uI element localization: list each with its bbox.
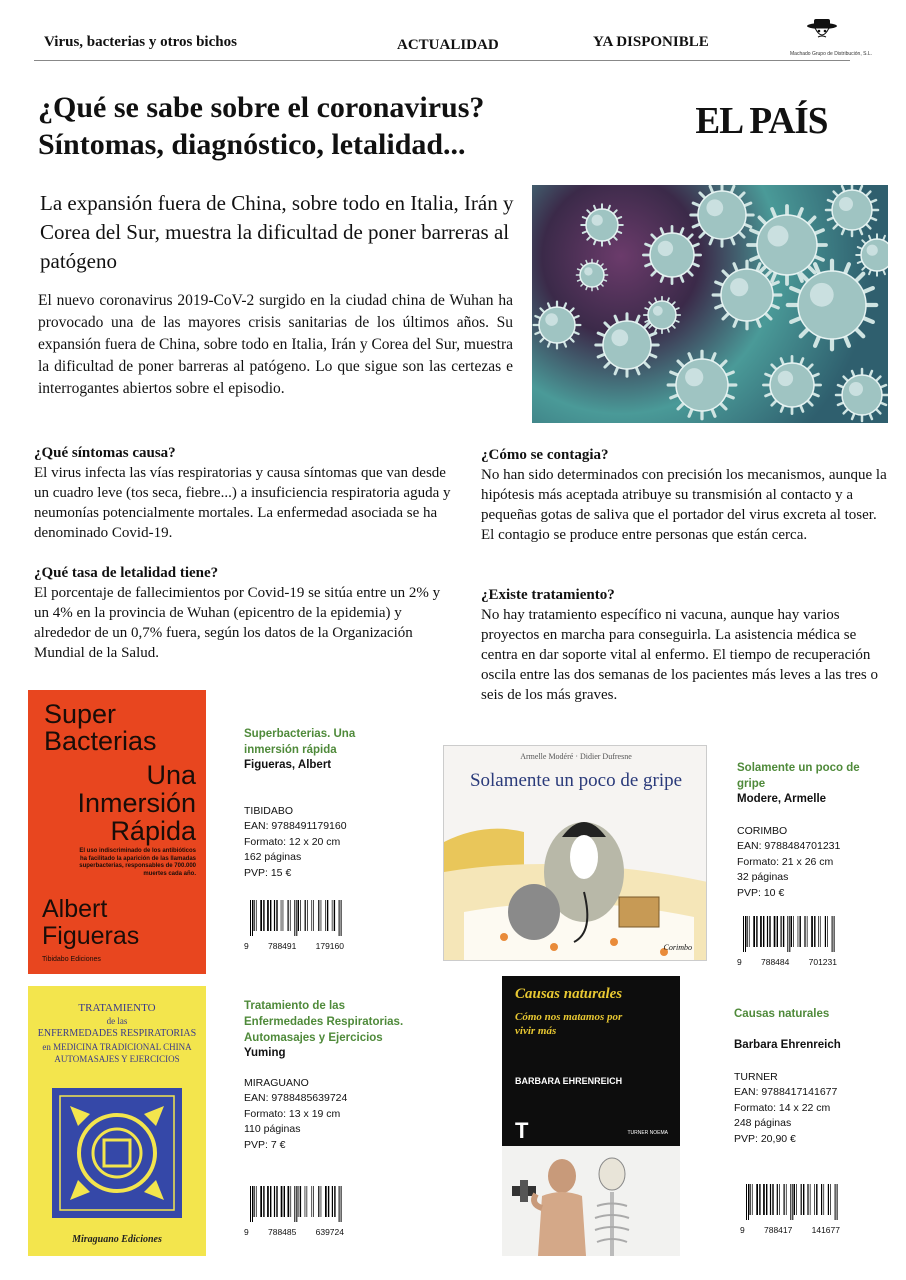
barcode-bar: [820, 916, 821, 947]
barcode-bar: [835, 1184, 836, 1220]
barcode-digit-left: 9: [244, 941, 249, 951]
coronavirus-image: [532, 185, 888, 423]
barcode-bar: [260, 1186, 262, 1217]
barcode-bar: [807, 1184, 808, 1215]
barcode-bar: [756, 1184, 758, 1215]
barcode-bar: [294, 900, 295, 936]
barcode-bar: [327, 900, 328, 931]
barcode-bar: [311, 900, 312, 931]
barcode-bar: [752, 1184, 753, 1215]
barcode-bar: [763, 1184, 765, 1215]
virus-particle: [676, 359, 728, 411]
barcode-bar: [803, 1184, 804, 1215]
barcode-bar: [254, 1186, 255, 1217]
barcode-bar: [281, 900, 282, 931]
book-cover-superbacterias: [28, 690, 206, 974]
barcode-digits-mid: 788491: [267, 941, 297, 951]
barcode-bar: [743, 916, 744, 952]
cover-title-3: Una: [146, 760, 196, 790]
barcode-bar: [339, 900, 340, 936]
barcode-bar: [296, 900, 297, 936]
barcode-bar: [307, 1186, 308, 1217]
barcode-bar: [332, 900, 333, 931]
virus-highlight: [545, 313, 558, 326]
virus-particle: [770, 363, 814, 407]
barcode-bars: [740, 1184, 840, 1220]
virus-highlight: [611, 329, 628, 346]
virus-highlight: [592, 215, 603, 226]
barcode-causas-naturales: [740, 1184, 840, 1234]
barcode-bar: [745, 916, 746, 952]
cover-publisher-logo: T: [515, 1118, 529, 1143]
barcode-bar: [325, 900, 326, 931]
barcode-bar: [804, 916, 805, 947]
virus-particle: [698, 191, 746, 239]
skeleton-athlete-illustration: [502, 1146, 680, 1256]
barcode-bar: [837, 1184, 838, 1220]
cover-title-4: Inmersión: [77, 788, 196, 818]
cover-authors: Armelle Modéré · Didier Dufresne: [520, 752, 632, 761]
barcode-bar: [766, 1184, 767, 1215]
header-divider: [34, 60, 850, 61]
book-author: Yuming: [244, 1047, 286, 1059]
qa-question: ¿Existe tratamiento?: [481, 587, 615, 603]
barcode-bar: [814, 916, 815, 947]
cover-title-1: TRATAMIENTO: [78, 1002, 156, 1014]
barcode-bar: [746, 1184, 747, 1220]
barcode-bar: [774, 916, 776, 947]
article-subtitle: La expansión fuera de China, sobre todo en Italia, Irán y Corea del Sur, muestra la dificultad de poner barreras al patógeno: [40, 191, 514, 273]
barcode-bar: [750, 1184, 751, 1215]
barcode-bar: [328, 1186, 329, 1217]
barcode-bar: [263, 900, 264, 931]
barcode-bar: [321, 900, 322, 931]
barcode-bar: [332, 1186, 333, 1217]
cover-title: Causas naturales: [515, 986, 623, 1002]
cover-title-1: Super: [44, 699, 117, 729]
book-price: PVP: 7 €: [244, 1138, 286, 1151]
barcode-bar: [270, 1186, 271, 1217]
virus-particle: [721, 269, 773, 321]
book-ean: EAN: 9788484701231: [737, 840, 841, 852]
virus-particle: [648, 301, 676, 329]
headline-line-2: Síntomas, diagnóstico, letalidad...: [38, 128, 466, 161]
barcode-bar: [256, 1186, 257, 1217]
barcode-bar: [267, 1186, 269, 1217]
barcode-bar: [318, 1186, 319, 1217]
barcode-bar: [821, 1184, 822, 1215]
book-format: Formato: 12 x 20 cm: [244, 835, 341, 848]
barcode-bar: [800, 916, 801, 947]
barcode-bar: [298, 900, 299, 931]
barcode-bar: [830, 1184, 831, 1215]
qa-question: ¿Cómo se contagia?: [481, 447, 609, 463]
qa-section-symptoms: [34, 443, 454, 543]
book-info-superbacterias: [244, 726, 404, 881]
cover-imprint: Tibidabo Ediciones: [42, 956, 101, 963]
barcode-bar: [748, 1184, 749, 1220]
qa-section-contagion: [481, 445, 891, 545]
barcode-bar: [300, 1186, 301, 1217]
book-cover-tratamiento: [28, 986, 206, 1256]
barcode-bar: [747, 916, 748, 947]
barcode-bar: [274, 1186, 275, 1217]
barcode-bar: [801, 1184, 802, 1215]
barcode-bar: [254, 900, 255, 931]
barcode-bar: [827, 916, 828, 947]
barcode-bar: [825, 916, 826, 947]
barcode-bar: [339, 1186, 340, 1222]
virus-highlight: [810, 283, 834, 307]
virus-highlight: [706, 199, 723, 216]
barcode-tratamiento: [244, 1186, 344, 1236]
barcode-bar: [792, 1184, 793, 1220]
barcode-bar: [810, 1184, 811, 1215]
barcode-bar: [790, 1184, 791, 1220]
barcode-bar: [787, 916, 788, 952]
barcode-bar: [290, 1186, 291, 1217]
virus-particle: [842, 375, 882, 415]
article-headline: [38, 89, 638, 163]
barcode-bar: [252, 1186, 253, 1222]
barcode-bar: [288, 900, 289, 931]
book-format: Formato: 14 x 22 cm: [734, 1101, 831, 1114]
cover-title-5: AUTOMASAJES Y EJERCICIOS: [54, 1054, 180, 1064]
barcode-superbacterias: [244, 900, 344, 950]
barcode-bar: [777, 916, 778, 947]
cover-blurb: El uso indiscriminado de los antibióticos ha facilitado la aparición de las llamadas superbacterias, responsables de 700.000 muertes cada año.: [79, 848, 196, 877]
barcode-bar: [823, 1184, 824, 1215]
book-publisher: TIBIDABO: [244, 804, 294, 817]
hat-man-icon: [802, 18, 842, 46]
qa-answer: El porcentaje de fallecimientos por Covid-19 se sitúa entre un 2% y un 4% en la provincia de Wuhan (epicentro de la epidemia) y alrededor de un 0,7% fuera, según los datos de la Organización Mundial de la Salud.: [34, 585, 441, 661]
virus-highlight: [584, 267, 592, 275]
barcode-bar: [321, 1186, 322, 1217]
virus-particle: [757, 215, 817, 275]
book-author: Figueras, Albert: [244, 759, 332, 771]
barcode-bar: [250, 1186, 251, 1222]
header-category: ACTUALIDAD: [397, 37, 499, 53]
barcode-bar: [772, 1184, 773, 1215]
barcode-bar: [263, 1186, 264, 1217]
book-pages: 110 páginas: [244, 1123, 301, 1135]
barcode-bar: [786, 1184, 787, 1215]
barcode-bar: [300, 900, 301, 931]
barcode-digits-right: 701231: [808, 957, 837, 967]
barcode-bar: [807, 916, 808, 947]
book-author: Barbara Ehrenreich: [734, 1039, 841, 1051]
virus-highlight: [778, 371, 793, 386]
barcode-digit-left: 9: [737, 957, 742, 967]
barcode-bar: [250, 900, 251, 936]
barcode-bar: [759, 1184, 760, 1215]
barcode-bar: [789, 916, 790, 952]
cover-title-4: en MEDICINA TRADICIONAL CHINA: [42, 1042, 192, 1052]
virus-particle: [586, 209, 618, 241]
cover-author: BARBARA EHRENREICH: [515, 1076, 623, 1086]
cover-author-2: Figueras: [42, 922, 140, 950]
book-author: Modere, Armelle: [737, 793, 827, 805]
virus-particle: [798, 271, 866, 339]
barcode-bar: [341, 900, 342, 936]
barcode-bar: [781, 916, 782, 947]
barcode-bar: [760, 916, 762, 947]
barcode-bar: [296, 1186, 297, 1222]
virus-highlight: [839, 197, 853, 211]
barcode-bar: [307, 900, 308, 931]
barcode-bar: [318, 900, 319, 931]
barcode-bar: [334, 1186, 335, 1217]
barcode-digits-right: 179160: [315, 941, 344, 951]
cover-title-3: ENFERMEDADES RESPIRATORIAS: [37, 1028, 197, 1039]
header-availability: YA DISPONIBLE: [593, 34, 709, 50]
cover-signature: Corimbo: [663, 943, 692, 952]
qa-answer: No han sido determinados con precisión los mecanismos, aunque la hipótesis más aceptada atribuye su transmisión al contacto y a pequeñas gotas de saliva que el portador del virus excreta al toser. El contagio se produce entre personas que están cerca.: [481, 467, 887, 543]
book-title: Solamente un poco de gripe: [737, 762, 860, 790]
publisher-logo-text: Machado Grupo de Distribución, S.L.: [790, 51, 872, 57]
barcode-bar: [341, 1186, 342, 1222]
barcode-bar: [767, 916, 768, 947]
barcode-bar: [305, 900, 306, 931]
cover-imprint: Miraguano Ediciones: [72, 1234, 162, 1245]
cover-author-1: Albert: [42, 895, 108, 923]
virus-highlight: [867, 245, 878, 256]
book-info-tratamiento: [244, 998, 419, 1153]
book-pages: 162 páginas: [244, 851, 302, 863]
barcode-bar: [834, 916, 835, 952]
source-logo-el-pais: EL PAÍS: [695, 100, 828, 142]
virus-highlight: [768, 226, 789, 247]
virus-particle: [539, 307, 575, 343]
virus-highlight: [658, 241, 673, 256]
barcode-bar: [756, 916, 757, 947]
qa-section-lethality: [34, 563, 454, 663]
barcode-bar: [811, 916, 813, 947]
barcode-bar: [828, 1184, 829, 1215]
barcode-bar: [276, 1186, 277, 1217]
cover-title-2: Bacterias: [44, 726, 157, 756]
barcode-bar: [288, 1186, 290, 1217]
barcode-digits-right: 639724: [315, 1227, 344, 1237]
barcode-bar: [270, 900, 271, 931]
book-price: PVP: 20,90 €: [734, 1132, 796, 1145]
barcode-bar: [313, 900, 314, 931]
book-title: Tratamiento de las Enfermedades Respiratorias. Automasajes y Ejercicios: [244, 1000, 404, 1044]
barcode-bar: [274, 900, 275, 931]
barcode-bar: [791, 916, 792, 947]
virus-particle: [603, 321, 651, 369]
barcode-bar: [749, 916, 750, 947]
virus-highlight: [730, 278, 748, 296]
barcode-bar: [783, 916, 784, 947]
book-format: Formato: 13 x 19 cm: [244, 1107, 341, 1120]
chinese-knot-emblem-icon: [50, 1086, 184, 1220]
barcode-bar: [290, 900, 291, 931]
barcode-digits-right: 141677: [811, 1225, 840, 1235]
virus-highlight: [685, 368, 703, 386]
barcode-gripe: [737, 916, 837, 966]
book-cover-causas-naturales: [502, 976, 680, 1256]
qa-question: ¿Qué síntomas causa?: [34, 445, 176, 461]
virus-particle: [580, 263, 604, 287]
badger-illustration: [444, 802, 707, 961]
barcode-bar: [794, 1184, 795, 1215]
barcode-bar: [770, 1184, 771, 1215]
barcode-bar: [305, 1186, 306, 1217]
barcode-bar: [283, 900, 284, 931]
barcode-bars: [737, 916, 837, 952]
barcode-bar: [260, 900, 262, 931]
barcode-digit-left: 9: [740, 1225, 745, 1235]
headline-line-1: ¿Qué se sabe sobre el coronavirus?: [38, 91, 485, 124]
virus-highlight: [849, 382, 863, 396]
book-info-causas-naturales: [734, 1006, 884, 1147]
virus-illustration: [532, 185, 888, 423]
barcode-bar: [294, 1186, 295, 1222]
article-intro: El nuevo coronavirus 2019-CoV-2 surgido en la ciudad china de Wuhan ha provocado una de las mayores crisis sanitarias de los últimos años. Su expansión fuera de China, sobre todo en Italia, Irán y Corea del Sur, muestra la dificultad de poner barreras al patógeno. Lo que sigue son las certezas e interrogantes abiertos sobre el episodio.: [38, 292, 513, 397]
barcode-bar: [252, 900, 253, 936]
barcode-bars: [244, 1186, 344, 1222]
book-pages: 32 páginas: [737, 871, 789, 883]
virus-particle: [650, 233, 694, 277]
barcode-bar: [284, 1186, 285, 1217]
barcode-bar: [832, 916, 833, 952]
virus-highlight: [653, 306, 663, 316]
book-cover-gripe: [443, 745, 707, 961]
barcode-digits-mid: 788484: [760, 957, 790, 967]
qa-question: ¿Qué tasa de letalidad tiene?: [34, 565, 219, 581]
barcode-bar: [763, 916, 764, 947]
barcode-bar: [816, 1184, 817, 1215]
barcode-bar: [281, 1186, 283, 1217]
barcode-bar: [796, 1184, 797, 1215]
cover-title-2: de las: [106, 1016, 128, 1026]
book-pages: 248 páginas: [734, 1117, 792, 1129]
virus-particle: [832, 190, 872, 230]
barcode-bar: [256, 900, 257, 931]
barcode-bar: [267, 900, 269, 931]
barcode-bar: [313, 1186, 314, 1217]
barcode-bar: [325, 1186, 327, 1217]
barcode-bar: [818, 916, 819, 947]
book-ean: EAN: 9788485639724: [244, 1092, 348, 1104]
book-price: PVP: 10 €: [737, 886, 785, 899]
book-publisher: MIRAGUANO: [244, 1076, 309, 1089]
publisher-logo: [790, 18, 872, 58]
book-price: PVP: 15 €: [244, 866, 292, 879]
book-ean: EAN: 9788491179160: [244, 820, 347, 832]
barcode-bar: [298, 1186, 299, 1217]
barcode-digits-mid: 788485: [267, 1227, 297, 1237]
cover-title-5: Rápida: [110, 816, 196, 846]
barcode-bar: [779, 1184, 780, 1215]
cover-imprint: TURNER NOEMA: [627, 1130, 668, 1136]
barcode-bar: [784, 1184, 785, 1215]
barcode-bar: [276, 900, 277, 931]
barcode-digit-left: 9: [244, 1227, 249, 1237]
book-title: Superbacterias. Una inmersión rápida: [244, 728, 356, 756]
book-format: Formato: 21 x 26 cm: [737, 855, 834, 868]
qa-answer: No hay tratamiento específico ni vacuna, aunque hay varios proyectos en marcha para conseguirla. La asistencia médica se centra en dar soporte vital al enfermo. El tiempo de recuperación oscila entre las dos semanas de los pacientes más leves a las tres o seis de los más graves.: [481, 607, 878, 703]
barcode-bar: [798, 916, 799, 947]
barcode-bars: [244, 900, 344, 936]
barcode-bar: [334, 900, 335, 931]
cover-title: Solamente un poco de gripe: [469, 770, 683, 791]
barcode-bar: [814, 1184, 815, 1215]
qa-answer: El virus infecta las vías respiratorias y causa síntomas que van desde un cuadro leve (tos seca, fiebre...) a insuficiencia respiratoria aguda y neumonías potencialmente mortales. La enfermedad asociada se ha denominado Covid-19.: [34, 465, 451, 541]
qa-section-treatment: [481, 585, 891, 705]
book-title: Causas naturales: [734, 1008, 830, 1020]
barcode-digits-mid: 788417: [763, 1225, 793, 1235]
header-section-title: Virus, bacterias y otros bichos: [44, 34, 237, 50]
book-info-gripe: [737, 760, 877, 901]
book-ean: EAN: 9788417141677: [734, 1086, 838, 1098]
book-publisher: CORIMBO: [737, 824, 788, 837]
book-publisher: TURNER: [734, 1070, 778, 1083]
barcode-bar: [769, 916, 770, 947]
barcode-bar: [311, 1186, 312, 1217]
barcode-bar: [793, 916, 794, 947]
cover-subtitle: Cómo nos matamos por vivir más: [515, 1011, 623, 1037]
barcode-bar: [777, 1184, 778, 1215]
barcode-bar: [753, 916, 755, 947]
